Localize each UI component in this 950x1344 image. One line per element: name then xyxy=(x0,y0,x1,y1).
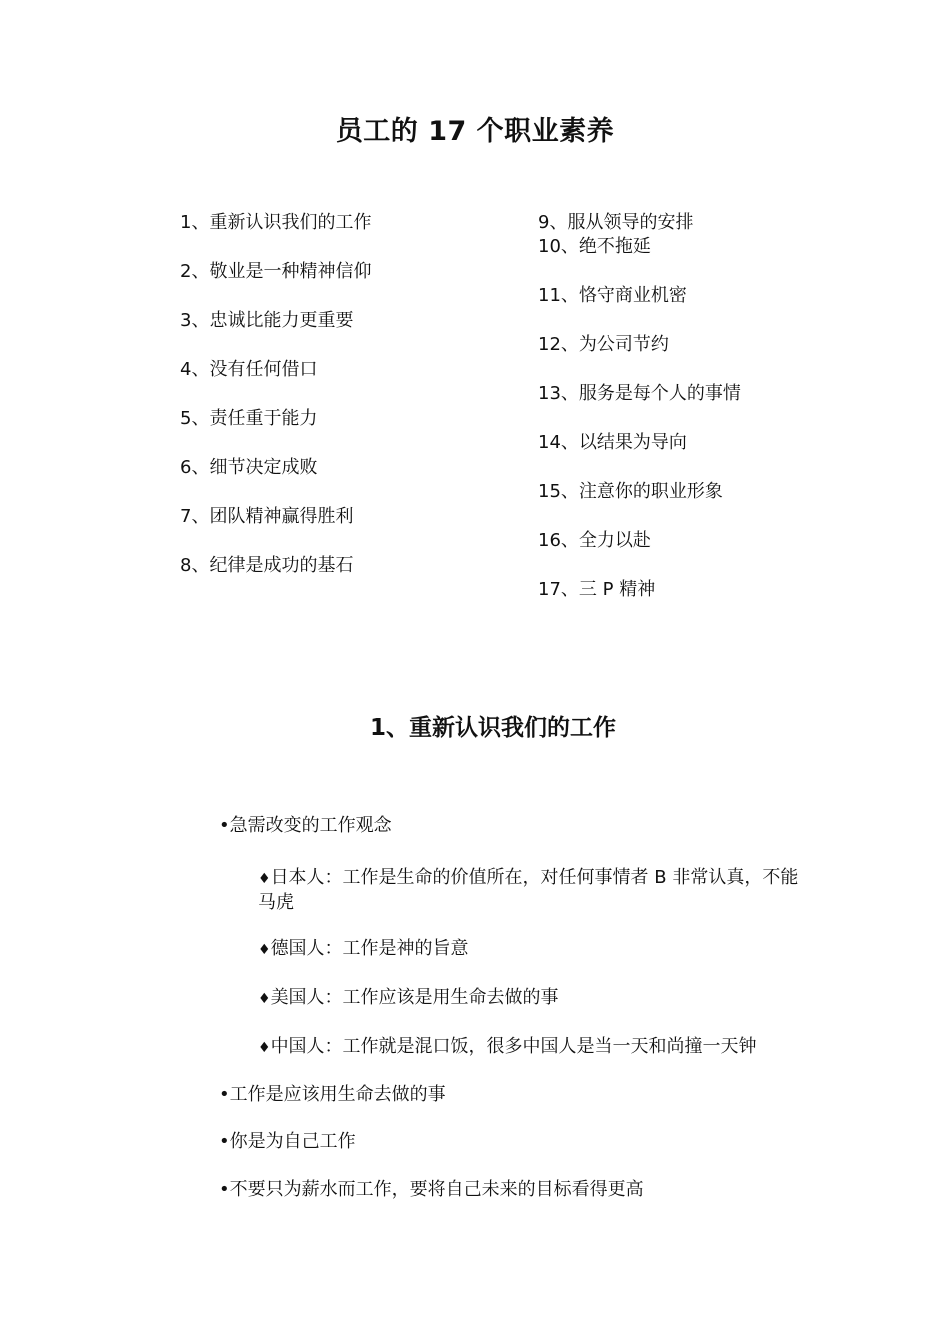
bullet-item xyxy=(219,1179,644,1201)
bullet-item xyxy=(219,815,392,837)
bullet-text: 工作是应该用生命去做的事 xyxy=(229,1084,446,1105)
toc-item: 2、敬业是一种精神信仰 xyxy=(180,261,372,282)
toc-item: 10、绝不拖延 xyxy=(538,236,651,257)
toc-item: 4、没有任何借口 xyxy=(180,359,318,380)
bullet-item xyxy=(219,1084,446,1106)
toc-item: 1、重新认识我们的工作 xyxy=(180,212,372,233)
toc-item: 6、细节决定成败 xyxy=(180,457,318,478)
section-heading: 1、重新认识我们的工作 xyxy=(369,715,616,741)
sub-point xyxy=(258,1035,810,1060)
bullet-item xyxy=(219,1131,356,1153)
bullet-text: 不要只为薪水而工作，要将自己未来的目标看得更高 xyxy=(229,1179,644,1200)
sub-point-text: 美国人：工作应该是用生命去做的事 xyxy=(270,987,559,1008)
bullet-dot-icon: • xyxy=(219,1084,230,1105)
toc-item: 7、团队精神赢得胜利 xyxy=(180,506,354,527)
sub-point xyxy=(258,866,810,914)
diamond-icon: ♦ xyxy=(258,1040,271,1056)
toc-item: 11、恪守商业机密 xyxy=(538,285,687,306)
diamond-icon: ♦ xyxy=(258,991,271,1007)
sub-point xyxy=(258,986,810,1011)
toc-item: 5、责任重于能力 xyxy=(180,408,318,429)
diamond-icon: ♦ xyxy=(258,942,271,958)
toc-item: 15、注意你的职业形象 xyxy=(538,481,723,502)
toc-item: 13、服务是每个人的事情 xyxy=(538,383,741,404)
sub-point-text: 德国人：工作是神的旨意 xyxy=(270,938,469,959)
bullet-dot-icon: • xyxy=(219,1179,230,1200)
toc-item: 9、服从领导的安排 xyxy=(538,212,694,233)
toc-item: 14、以结果为导向 xyxy=(538,432,687,453)
toc-item: 8、纪律是成功的基石 xyxy=(180,555,354,576)
bullet-dot-icon: • xyxy=(219,1131,230,1152)
diamond-icon: ♦ xyxy=(258,871,271,887)
document-title: 员工的 17 个职业素养 xyxy=(335,116,615,147)
toc-item: 12、为公司节约 xyxy=(538,334,669,355)
sub-point-text: 中国人：工作就是混口饭，很多中国人是当一天和尚撞一天钟 xyxy=(270,1036,757,1057)
sub-point-text: 日本人：工作是生命的价值所在，对任何事情者 B 非常认真，不能马虎 xyxy=(258,867,799,913)
toc-item: 16、全力以赴 xyxy=(538,530,651,551)
toc-item: 17、三 P 精神 xyxy=(538,579,656,600)
bullet-text: 你是为自己工作 xyxy=(229,1131,356,1152)
sub-point xyxy=(258,937,810,962)
bullet-text: 急需改变的工作观念 xyxy=(229,815,392,836)
toc-item: 3、忠诚比能力更重要 xyxy=(180,310,354,331)
bullet-dot-icon: • xyxy=(219,815,230,836)
